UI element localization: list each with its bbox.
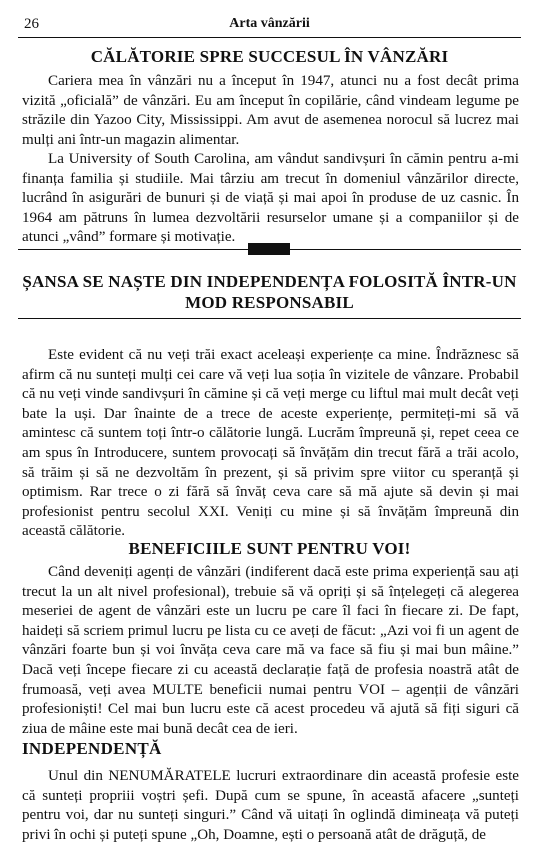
paragraph-experiences: Este evident că nu veți trăi exact aceleași experiențe ca mine. Îndrăznesc să afirm că nu sunteți mulți cei care vă veți lua soția în vizitele de vânzare. Probabil că nu veți vinde sandivșuri în cămine și că veți merge cu liftul mai mult decât veți bate la uși. Dar înainte de a trece de aceste experiențe, permiteți-mi să vă amintesc că suntem toți într-o călătorie lungă. Lucrăm împreună și, repet ceea ce am spus în Introducere, suntem provocați să învățăm din trecut fără a trăi acolo, să trăim și să ne dezvoltăm în prezent, și să privim spre viitor cu speranță și optimism. Rar trece o zi fără să învăț ceva care să mă ajute să devin și mai profesionist pentru secolul XXI. Veniți cu mine și să învățăm împreună din această călătorie. xyxy=(22,347,519,540)
paragraph-independence: Unul din NENUMĂRATELE lucruri extraordinare din această profesie este că sunteți propriii voștri șefi. După cum se spune, în această afacere „sunteți pentru voi, dar nu sunteți singuri.” Când vă uitați în oglindă dimineața vă puteți privi în ochi și puteți spune „Oh, Doamne, ești o persoană atât de drăguță, de xyxy=(22,768,519,843)
section-heading-beneficii: BENEFICIILE SUNT PENTRU VOI! xyxy=(128,539,411,558)
paragraph-benefits: Când deveniți agenți de vânzări (indiferent dacă este prima experiență sau ați trecut la un alt nivel profesional), trebuie să vă opriți și să înțelegeți că alegerea meseriei de agent de vânzări este un lucru pe care îl faci în fiecare zi. De fapt, haideți să scriem primul lucru pe lista cu ce aveți de făcut: „Azi voi fi un agent de vânzări foarte bun și voi învăța ceva care mă va face să fiu și mai bun mâine.” Dacă veți începe fiecare zi cu această declarație față de profesia noastră atât de frumoasă, veți avea MULTE beneficii numai pentru VOI – agenții de vânzări profesioniști! Cel mai bun lucru este că acest procedeu vă ajută să fiți siguri că ziua de mâine este mai bună decât cea de ieri. xyxy=(22,564,519,737)
header-rule xyxy=(18,37,521,38)
section-heading-sansa-line1: ȘANSA SE NAȘTE DIN INDEPENDENȚA FOLOSITĂ ÎNTR-UN xyxy=(22,272,517,291)
divider-ornament xyxy=(248,243,290,255)
page-number: 26 xyxy=(24,16,39,32)
paragraph-university: La University of South Carolina, am vândut sandivșuri în cămin pentru a-mi finanța familia și studiile. Mai târziu am trecut în domeniul vânzărilor directe, lucrând în asigurări de bunuri și de viață și mai apoi în produse de uz casnic. În 1964 am pătruns în lumea dezvoltării resurselor umane și a companiilor și de atunci „vând” formare și motivație. xyxy=(22,151,519,246)
running-title: Arta vânzării xyxy=(229,16,310,31)
section-heading-rule xyxy=(18,318,521,319)
paragraph-career-start: Cariera mea în vânzări nu a început în 1947, atunci nu a fost decât prima vizită „oficială” de vânzări. Eu am început în copilărie, când vindeam legume pe străzile din Yazoo City, Mississippi. Am avut de asemenea norocul să lucrez mai mulți ani într-un magazin alimentar. xyxy=(22,73,519,148)
page-header xyxy=(18,14,521,36)
section-heading-calatorie: CĂLĂTORIE SPRE SUCCESUL ÎN VÂNZĂRI xyxy=(90,47,449,66)
section-heading-independenta: INDEPENDENȚĂ xyxy=(22,739,162,758)
section-heading-sansa-line2: MOD RESPONSABIL xyxy=(185,293,354,312)
